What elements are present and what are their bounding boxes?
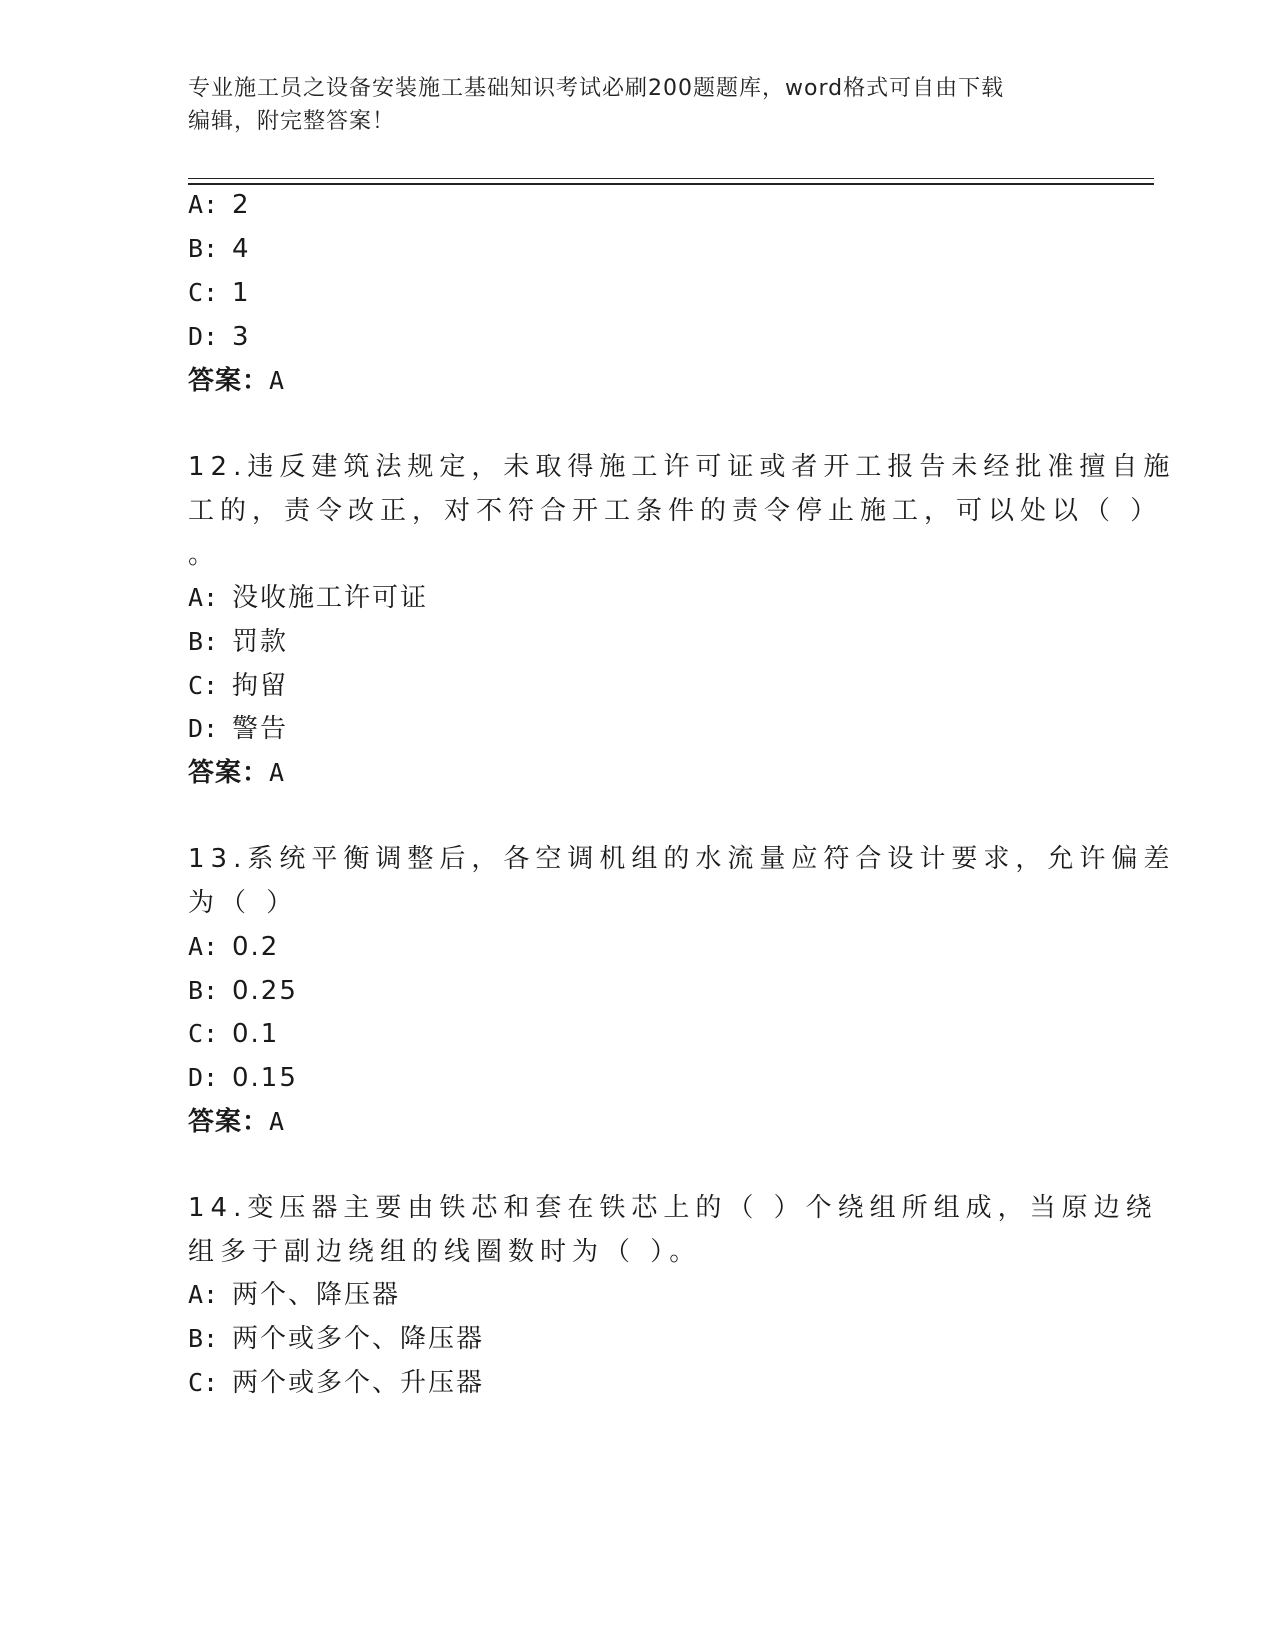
option-key: A: [188, 190, 219, 219]
option-text: 0.1 [232, 1019, 280, 1049]
option-key: B: [188, 1324, 219, 1353]
q13-text-line-1: 13.系统平衡调整后，各空调机组的水流量应符合设计要求，允许偏差 [188, 844, 1176, 874]
header-divider-thick [188, 183, 1154, 185]
option-text: 0.15 [232, 1063, 298, 1093]
q12-text-line-1: 12.违反建筑法规定，未取得施工许可证或者开工报告未经批准擅自施 [188, 452, 1176, 482]
option-key: C: [188, 278, 219, 307]
answer-value: A [269, 1107, 286, 1136]
option-key: A: [188, 583, 219, 612]
q14-option-b [188, 1323, 484, 1355]
option-text: 拘留 [232, 671, 289, 701]
q13-option-b [188, 975, 298, 1007]
q11-option-a [188, 189, 251, 221]
option-key: C: [188, 1368, 219, 1397]
q11-option-d [188, 321, 251, 353]
q12-text-line-2: 工的，责令改正，对不符合开工条件的责令停止施工，可以处以（ ） [188, 496, 1163, 526]
option-text: 0.2 [232, 932, 280, 962]
answer-label: 答案： [188, 1107, 270, 1137]
q13-text-line-2: 为（ ） [188, 888, 299, 918]
q14-text-line-2: 组多于副边绕组的线圈数时为（ ）。 [188, 1237, 702, 1267]
q12-text-line-3: 。 [188, 540, 221, 570]
q14-text-line-1: 14.变压器主要由铁芯和套在铁芯上的（ ）个绕组所组成，当原边绕 [188, 1193, 1158, 1223]
q13-answer [188, 1106, 285, 1138]
option-text: 两个或多个、升压器 [232, 1368, 485, 1398]
q11-answer [188, 365, 285, 397]
header-title-line-2: 编辑，附完整答案！ [188, 109, 396, 134]
answer-value: A [269, 366, 286, 395]
option-text: 没收施工许可证 [232, 583, 429, 613]
option-text: 2 [232, 190, 251, 220]
option-text: 两个或多个、降压器 [232, 1324, 485, 1354]
q12-option-b [188, 626, 288, 658]
document-header [188, 72, 1088, 138]
q11-option-b [188, 233, 251, 265]
answer-label: 答案： [188, 758, 270, 788]
q13-option-a [188, 931, 279, 963]
q13-option-c [188, 1018, 279, 1050]
q14-option-a [188, 1279, 400, 1311]
q12-option-c [188, 670, 288, 702]
option-key: D: [188, 1063, 219, 1092]
option-key: C: [188, 671, 219, 700]
option-text: 3 [232, 322, 251, 352]
q12-option-a [188, 582, 428, 614]
option-key: B: [188, 234, 219, 263]
q11-option-c [188, 277, 251, 309]
q12-answer [188, 757, 285, 789]
option-key: B: [188, 976, 219, 1005]
header-title-line-1: 专业施工员之设备安装施工基础知识考试必刷200题题库，word格式可自由下载 [188, 76, 1005, 101]
option-text: 罚款 [232, 627, 289, 657]
option-key: C: [188, 1019, 219, 1048]
option-text: 0.25 [232, 976, 298, 1006]
option-text: 1 [232, 278, 251, 308]
answer-value: A [269, 758, 286, 787]
header-divider-thin [188, 178, 1154, 179]
answer-label: 答案： [188, 366, 270, 396]
q12-option-d [188, 713, 288, 745]
option-key: A: [188, 932, 219, 961]
q14-option-c [188, 1367, 484, 1399]
q13-option-d [188, 1062, 298, 1094]
option-text: 两个、降压器 [232, 1280, 401, 1310]
option-key: A: [188, 1280, 219, 1309]
option-text: 警告 [232, 714, 289, 744]
option-text: 4 [232, 234, 251, 264]
option-key: B: [188, 627, 219, 656]
option-key: D: [188, 322, 219, 351]
option-key: D: [188, 714, 219, 743]
